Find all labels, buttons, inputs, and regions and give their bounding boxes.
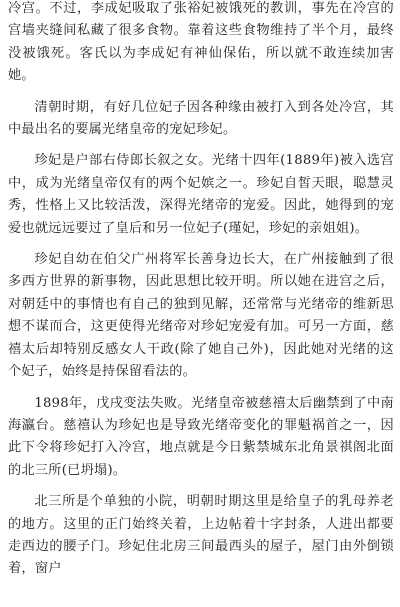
paragraph-4: 珍妃自幼在伯父广州将军长善身边长大，在广州接触到了很多西方世界的新事物，因此思想比较开明。所以她在进宫之后，对朝廷中的事情也有自己的独到见解，还常常与光绪帝的维新思想不谋而合，这更使得光绪帝对珍妃宠爱有加。可另一方面，慈禧太后却特别反感女人干政(除了她自己外)，因此她对光绪的这个妃子，始终是持保留看法的。 xyxy=(8,252,394,380)
paragraph-1: 冷宫。不过，李成妃吸取了张裕妃被饿死的教训，事先在冷宫的宫墙夹缝间私藏了很多食物。靠着这些食物维持了半个月，最终没被饿死。客氏以为李成妃有神仙保佑，所以就不敢连续加害她。 xyxy=(8,1,394,84)
paragraph-5: 1898年，戊戌变法失败。光绪皇帝被慈禧太后幽禁到了中南海瀛台。慈禧认为珍妃也是导致光绪帝变化的罪魁祸首之一，因此下令将珍妃打入冷宫，地点就是今日紫禁城东北角景祺阁北面的北三所(已坍塌)。 xyxy=(8,395,394,478)
document-body xyxy=(8,0,394,590)
paragraph-2: 清朝时期，有好几位妃子因各种缘由被打入到各处冷宫，其中最出名的要属光绪皇帝的宠妃珍妃。 xyxy=(8,99,394,138)
paragraph-3: 珍妃是户部右侍郎长叙之女。光绪十四年(1889年)被入选宫中，成为光绪皇帝仅有的两个妃嫔之一。珍妃自皙天眼，聪慧灵秀，性格上又比较活泼，深得光绪帝的宠爱。因此，她得到的宠爱也就远远要过了皇后和另一位妃子(瑾妃，珍妃的亲姐姐)。 xyxy=(8,153,394,236)
paragraph-6: 北三所是个单独的小院，明朝时期这里是给皇子的乳母养老的地方。这里的正门始终关着，上边帖着十字封条，人进出都要走西边的腰子门。珍妃住北房三间最西头的屋子，屋门由外倒锁着，窗户 xyxy=(8,494,394,577)
